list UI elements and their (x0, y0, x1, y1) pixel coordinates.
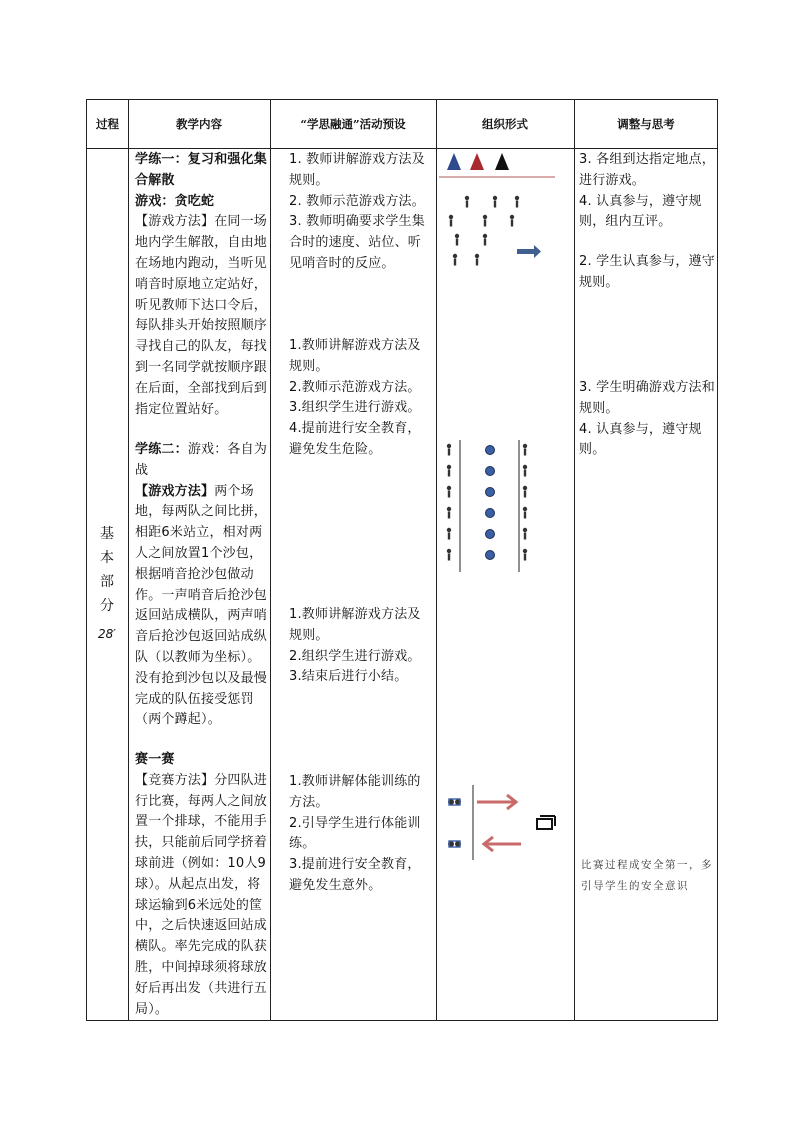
person-icon (523, 444, 527, 456)
person-icon (523, 465, 527, 477)
person-icon (475, 254, 479, 266)
activity-group-4: 1.教师讲解体能训练的方法。 2.引导学生进行体能训练。 3.提前进行安全教育，避免发生意外。 (289, 774, 421, 893)
ball-icon (486, 467, 495, 476)
person-icon (447, 507, 451, 519)
content-section-3: 赛一赛 【竞赛方法】分四队进行比赛，每两人之间放置一个排球，不能用手扶，只能前后同学挤着球前进（例如：10人9球）。从起点出发，将球运输到6米远处的筐中，之后快速返回站成横队。率先完成的队获胜，中间掉球须将球放好后再出发（共进行五局）。 (135, 752, 268, 1017)
adjust-safety-note: 比赛过程成安全第一，多引导学生的安全意识 (581, 859, 713, 892)
basket-icon (537, 816, 555, 829)
person-icon (523, 507, 527, 519)
formation-diagram-2 (437, 438, 575, 578)
formation-diagram-3 (437, 780, 575, 870)
person-icon (447, 528, 451, 540)
ball-icon (486, 530, 495, 539)
player-pair-icon (448, 841, 461, 847)
arrow-right-icon (477, 795, 516, 809)
person-icon (523, 486, 527, 498)
person-icon (483, 215, 487, 227)
arrow-right-icon (517, 245, 541, 258)
person-icon (523, 528, 527, 540)
person-icon (447, 486, 451, 498)
adjust-group-1: 3. 各组到达指定地点，进行游戏。 4. 认真参与，遵守规则，组内互评。 (579, 152, 715, 230)
header-activity: “学思融通”活动预设 (300, 117, 406, 131)
stage-label: 基 本 部 分 28′ (87, 522, 127, 646)
person-icon (523, 549, 527, 561)
person-icon (447, 549, 451, 561)
person-icon (510, 215, 514, 227)
adjust-group-1b: 2. 学生认真参与，遵守规则。 (579, 254, 715, 290)
adjust-group-2: 3. 学生明确游戏方法和规则。 4. 认真参与，遵守规则。 (579, 380, 715, 458)
arrow-left-icon (484, 837, 521, 851)
person-icon (483, 234, 487, 246)
cone-icon (447, 153, 461, 170)
content-section-2: 学练二：游戏：各自为战 【游戏方法】两个场地，每两队之间比拼，相距6米站立，相对两人之间放置1个沙包，根据哨音抢沙包做动作。一声哨音后抢沙包返回站成横队，两声哨音后抢沙包返回站成纵队（以教师为坐标）。没有抢到沙包以及最慢完成的队伍接受惩罚（两个蹲起）。 (135, 442, 268, 728)
person-icon (465, 196, 469, 208)
lesson-plan-table (86, 99, 718, 1021)
ball-icon (486, 509, 495, 518)
cone-icon (470, 153, 484, 170)
stage-time: 28′ (98, 627, 116, 641)
activity-group-1: 1. 教师讲解游戏方法及规则。 2. 教师示范游戏方法。 3. 教师明确要求学生集合时的速度、站位、听见哨音时的反应。 (289, 152, 425, 271)
person-icon (447, 444, 451, 456)
activity-group-2: 1.教师讲解游戏方法及规则。 2.教师示范游戏方法。 3.组织学生进行游戏。 4.提前进行安全教育，避免发生危险。 (289, 338, 421, 457)
person-icon (453, 254, 457, 266)
person-icon (449, 215, 453, 227)
ball-icon (486, 446, 495, 455)
person-icon (447, 465, 451, 477)
header-adjust: 调整与思考 (617, 117, 675, 131)
activity-group-3: 1.教师讲解游戏方法及规则。 2.组织学生进行游戏。 3.结束后进行小结。 (289, 607, 421, 685)
header-process: 过程 (96, 117, 119, 131)
person-icon (515, 196, 519, 208)
content-section-1: 学练一：复习和强化集合解散 游戏：贪吃蛇 【游戏方法】在同一场地内学生解散，自由地在场地内跑动，当听见哨音时原地立定站好，听见教师下达口令后，每队排头开始按照顺序寻找自己的队友，每找到一名同学就按顺序跟在后面，全部找到后到指定位置站好。 (135, 152, 268, 417)
player-pair-icon (448, 799, 461, 805)
person-icon (493, 196, 497, 208)
ball-icon (486, 551, 495, 560)
ball-icon (486, 488, 495, 497)
cone-icon (495, 153, 509, 170)
person-icon (455, 234, 459, 246)
header-organization: 组织形式 (482, 117, 528, 131)
formation-diagram-1 (437, 150, 575, 280)
header-content: 教学内容 (176, 117, 222, 131)
